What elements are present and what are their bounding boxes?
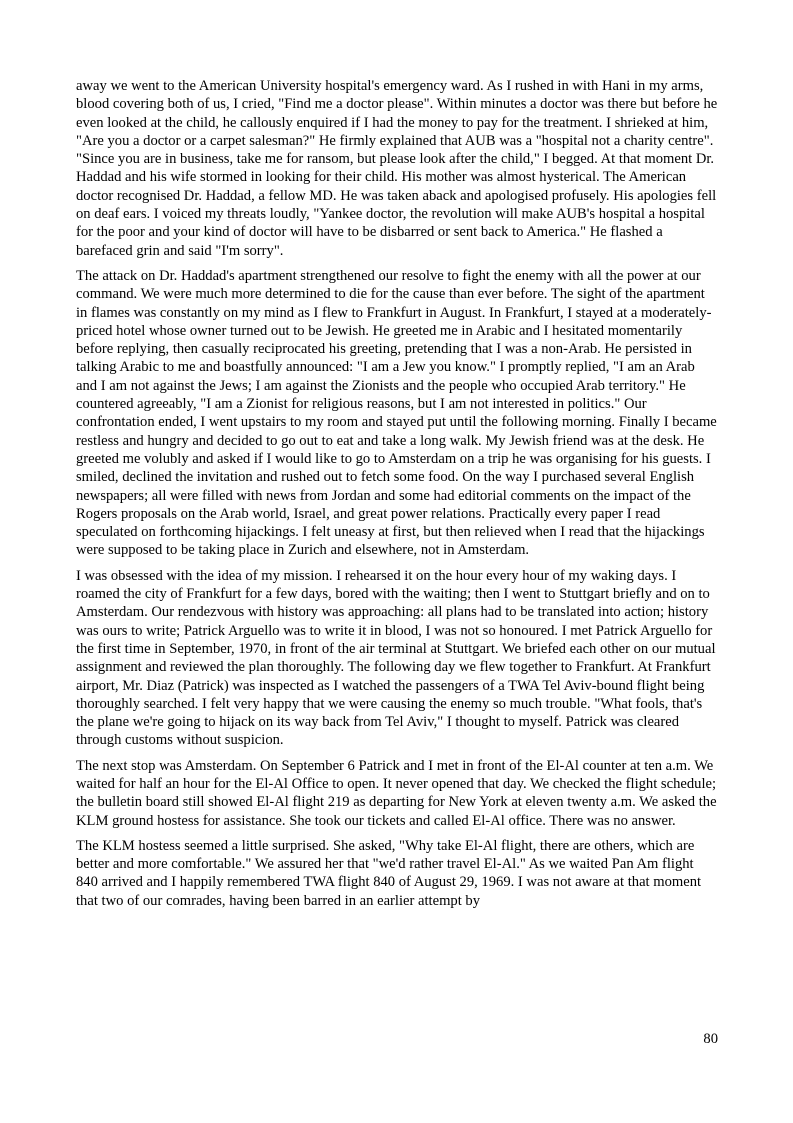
paragraph: I was obsessed with the idea of my mission. I rehearsed it on the hour every hour of my waking days. I roamed the city of Frankfurt for a few days, bored with the waiting; then I went to Stuttgart briefly and on to Amsterdam. Our rendezvous with history was approaching: all plans had to be translated into action; history was ours to write; Patrick Arguello was to write it in blood, I was not so honoured. I met Patrick Arguello for the first time in September, 1970, in front of the air terminal at Stuttgart. We briefed each other on our mutual assignment and reviewed the plan thoroughly. The following day we flew together to Frankfurt. At Frankfurt airport, Mr. Diaz (Patrick) was inspected as I watched the passengers of a TWA Tel Aviv-bound flight being thoroughly searched. I felt very happy that we were causing the enemy so much trouble. "What fools, that's the plane we're going to hijack on its way back from Tel Aviv," I thought to myself. Patrick was cleared through customs without suspicion.	[76, 567, 716, 749]
paragraph: The KLM hostess seemed a little surprised. She asked, "Why take El-Al flight, there are others, which are better and more comfortable." We assured her that "we'd rather travel El-Al." As we waited Pan Am flight 840 arrived and I happily remembered TWA flight 840 of August 29, 1969. I was not aware at that moment that two of our comrades, having been barred in an earlier attempt by	[76, 837, 702, 909]
page-number: 80	[703, 1031, 718, 1047]
paragraph: The next stop was Amsterdam. On September 6 Patrick and I met in front of the El-Al counter at ten a.m. We waited for half an hour for the El-Al Office to open. It never opened that day. We checked the flight schedule; the bulletin board still showed El-Al flight 219 as departing for New York at eleven twenty a.m. We asked the KLM ground hostess for assistance. She took our tickets and called El-Al office. There was no answer.	[76, 757, 717, 829]
paragraph: away we went to the American University hospital's emergency ward. As I rushed in with Hani in my arms, blood covering both of us, I cried, "Find me a doctor please". Within minutes a doctor was there but before he even looked at the child, he callously enquired if I had the money to pay for the treatment. I shrieked at him, "Are you a doctor or a carpet salesman?" He firmly explained that AUB was a "hospital not a charity centre". "Since you are in business, take me for ransom, but please look after the child," I begged. At that moment Dr. Haddad and his wife stormed in looking for their child. His mother was almost hysterical. The American doctor recognised Dr. Haddad, a fellow MD. He was taken aback and apologised profusely. His apologies fell on deaf ears. I voiced my threats loudly, "Yankee doctor, the revolution will make AUB's hospital a hospital for the poor and your kind of doctor will have to be disbarred or sent back to America." He flashed a barefaced grin and said "I'm sorry".	[76, 78, 718, 259]
paragraph: The attack on Dr. Haddad's apartment strengthened our resolve to fight the enemy with all the power at our command. We were much more determined to die for the cause than ever before. The sight of the apartment in flames was constantly on my mind as I flew to Frankfurt in August. In Frankfurt, I stayed at a moderately-priced hotel whose owner turned out to be Jewish. He greeted me in Arabic and I hesitated momentarily before replying, then casually reciprocated his greeting, pretending that I was a non-Arab. He persisted in talking Arabic to me and boastfully announced: "I am a Jew you know." I promptly replied, "I am an Arab and I am not against the Jews; I am against the Zionists and the people who occupied Arab territory." He countered agreeably, "I am a Zionist for religious reasons, but I am not interested in politics." Our confrontation ended, I went upstairs to my room and stayed put until the following morning. Finally I became restless and hungry and decided to go out to eat and take a long walk. My Jewish friend was at the desk. He greeted me volubly and asked if I would like to go to Amsterdam on a trip he was organising for his guests. I smiled, declined the invitation and rushed out to fetch some food. On the way I purchased several English newspapers; all were filled with news from Jordan and some had editorial comments on the impact of the Rogers proposals on the Arab world, Israel, and great power relations. Practically every paper I read speculated on forthcoming hijackings. I felt uneasy at first, but then relieved when I read that the hijackings were supposed to be taking place in Zurich and elsewhere, not in Amsterdam.	[76, 267, 717, 559]
body-text	[76, 77, 718, 917]
